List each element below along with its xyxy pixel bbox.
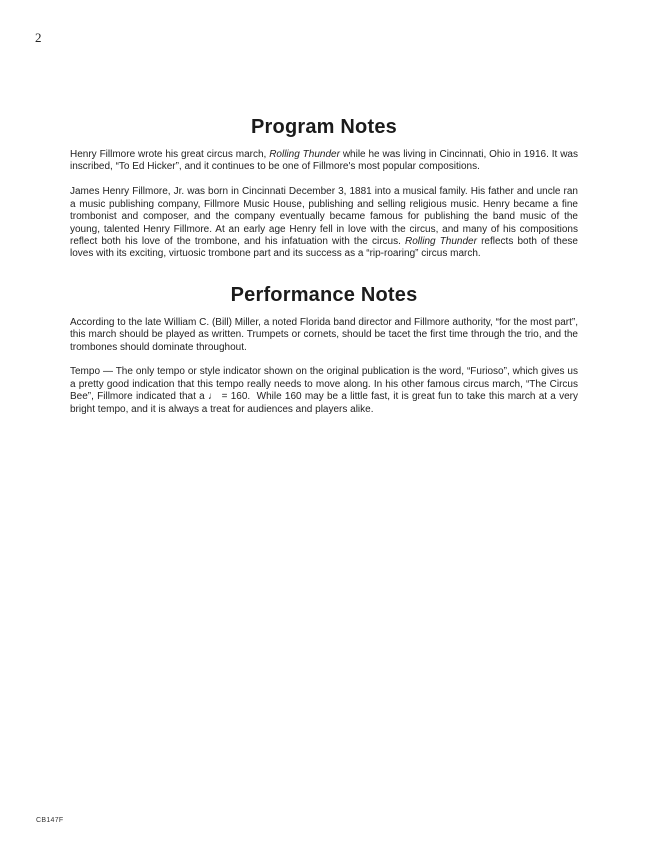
notes-content bbox=[70, 0, 578, 416]
catalog-code: CB147F bbox=[36, 817, 64, 824]
program-notes-paragraph-1: Henry Fillmore wrote his great circus march, Rolling Thunder while he was living in Cincinnati, Ohio in 1916. It was inscribed, “To Ed Hicker”, and it continues to be one of Fillmore's most popular compositions. bbox=[70, 149, 578, 173]
page-number: 2 bbox=[35, 30, 42, 45]
performance-notes-paragraph-2: Tempo — The only tempo or style indicator shown on the original publication is the word, “Furioso”, which gives us a pretty good indication that this tempo really needs to move along. In his other famous circus march, “The Circus Bee”, Fillmore indicated that a ♩ = 160. While 160 may be a little fast, it is great fun to take this march at a very bright tempo, and it is always a treat for audiences and players alike. bbox=[70, 366, 578, 415]
program-notes-paragraph-2: James Henry Fillmore, Jr. was born in Cincinnati December 3, 1881 into a musical family. His father and uncle ran a music publishing company, Fillmore Music House, publishing and selling religious music. Henry became a fine trombonist and composer, and the company eventually became famous for publishing the band music of the young, talented Henry Fillmore. At an early age Henry fell in love with the circus, and many of his compositions reflect both his love of the trombone, and his infatuation with the circus. Rolling Thunder reflects both of these loves with its exciting, virtuosic trombone part and its success as a “rip-roaring” circus march. bbox=[70, 186, 578, 260]
section-title-performance-notes: Performance Notes bbox=[230, 283, 418, 306]
performance-notes-paragraph-1: According to the late William C. (Bill) Miller, a noted Florida band director and Fillmore authority, “for the most part”, this march should be played as written. Trumpets or cornets, should be tacet the first time through the trio, and the trombones should dominate throughout. bbox=[70, 316, 578, 353]
section-title-program-notes: Program Notes bbox=[251, 116, 397, 138]
